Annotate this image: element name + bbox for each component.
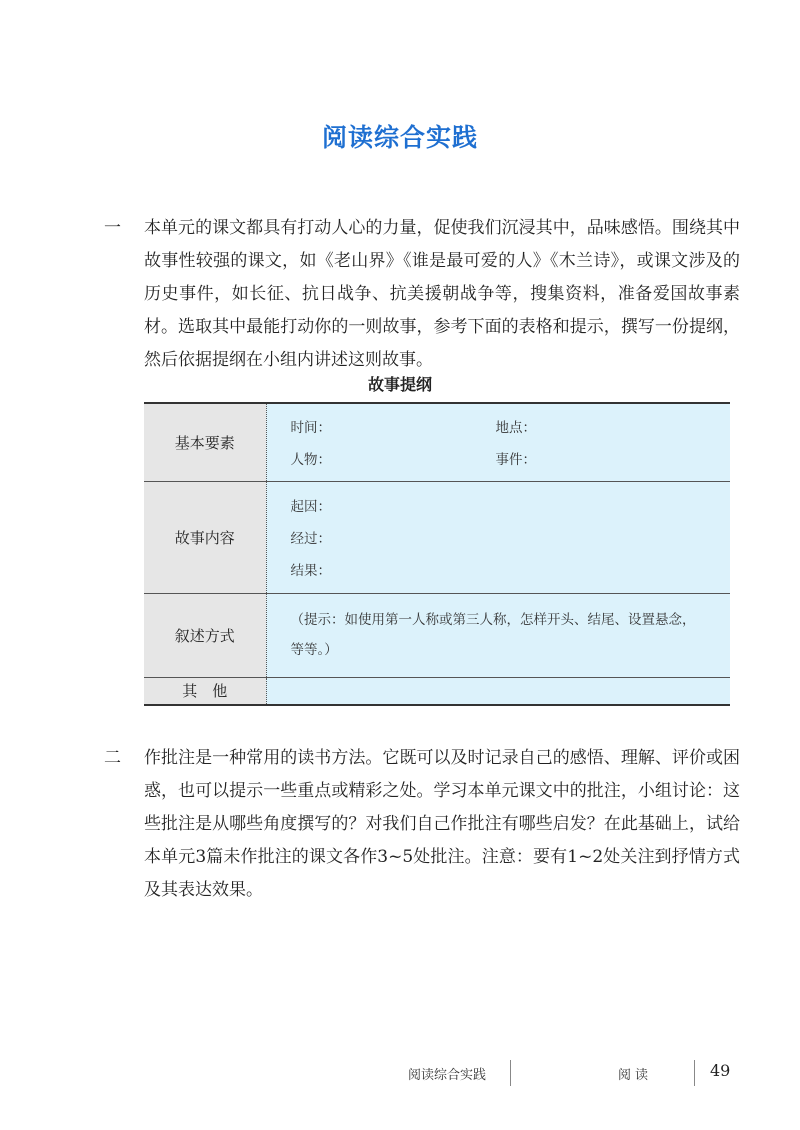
other-cell [266, 677, 730, 705]
footer-unit: 阅读 [618, 1068, 653, 1083]
time-field: 时间： [290, 420, 331, 437]
section-one [104, 212, 740, 377]
narration-label: 叙述方式 [144, 593, 266, 677]
basic-elements-cell [266, 403, 730, 481]
narration-cell [266, 593, 730, 677]
cause-field: 起因： [290, 499, 331, 515]
table-caption: 故事提纲 [367, 375, 432, 394]
basic-elements-label: 基本要素 [144, 403, 266, 481]
table-row-narration [144, 593, 730, 677]
process-field: 经过： [290, 531, 331, 547]
page-title: 阅读综合实践 [321, 123, 478, 152]
story-content-cell [266, 481, 730, 593]
people-field: 人物： [290, 452, 331, 469]
page-number: 49 [710, 1061, 731, 1080]
table-row-other [144, 677, 730, 705]
footer-divider [510, 1060, 511, 1086]
section-one-text: 本单元的课文都具有打动人心的力量，促使我们沉浸其中，品味感悟。围绕其中故事性较强的课文，如《老山界》《谁是最可爱的人》《木兰诗》，或课文涉及的历史事件，如长征、抗日战争、抗美援朝战争等，搜集资料，准备爱国故事素材。选取其中最能打动你的一则故事，参考下面的表格和提示，撰写一份提纲，然后依据提纲在小组内讲述这则故事。 [144, 218, 740, 370]
section-two-number: 二 [104, 748, 121, 768]
story-outline-table [144, 402, 730, 706]
footer-divider [694, 1060, 695, 1086]
narration-hint: （提示：如使用第一人称或第三人称，怎样开头、结尾、设置悬念，等等。） [290, 612, 696, 658]
place-field: 地点： [495, 420, 536, 437]
event-field: 事件： [495, 452, 536, 469]
section-two-text: 作批注是一种常用的读书方法。它既可以及时记录自己的感悟、理解、评价或困惑，也可以提示一些重点或精彩之处。学习本单元课文中的批注，小组讨论：这些批注是从哪些角度撰写的？对我们自己作批注有哪些启发？在此基础上，试给本单元3篇未作批注的课文各作3~5处批注。注意：要有1~2处关注到抒情方式及其表达效果。 [144, 748, 740, 900]
other-label: 其 他 [144, 677, 266, 705]
section-two [104, 742, 740, 907]
section-one-number: 一 [104, 218, 121, 238]
result-field: 结果： [290, 563, 331, 579]
story-content-label: 故事内容 [144, 481, 266, 593]
table-row-basic [144, 403, 730, 481]
table-row-content [144, 481, 730, 593]
footer-chapter: 阅读综合实践 [408, 1068, 487, 1083]
